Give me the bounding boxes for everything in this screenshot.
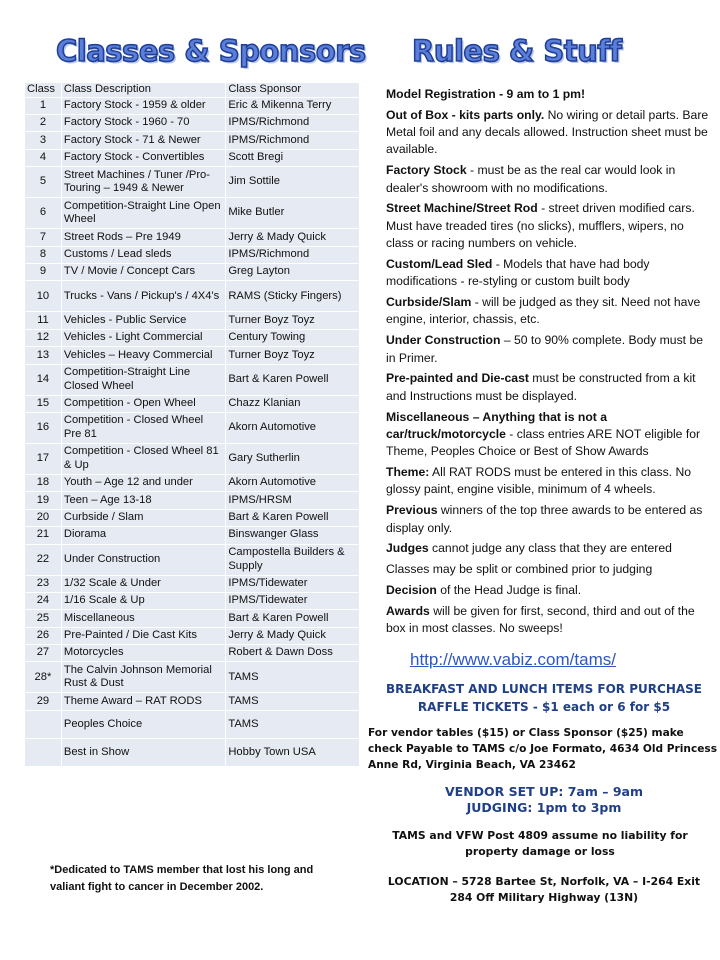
class-sponsor: Turner Boyz Toyz — [226, 347, 360, 364]
class-sponsor: TAMS — [226, 710, 360, 738]
table-row — [25, 329, 360, 346]
class-sponsor: Greg Layton — [226, 264, 360, 281]
class-number: 4 — [25, 149, 62, 166]
class-description: Under Construction — [61, 544, 225, 575]
class-description: Youth – Age 12 and under — [61, 474, 225, 491]
class-description: Competition - Closed Wheel 81 & Up — [61, 443, 225, 474]
rules-stuff-heading: Rules & Stuff — [412, 34, 622, 68]
class-description: Curbside / Slam — [61, 509, 225, 526]
table-row — [25, 229, 360, 246]
rule-title: Under Construction — [386, 333, 501, 348]
class-description: Factory Stock - 1959 & older — [61, 97, 225, 114]
class-sponsor: Eric & Mikenna Terry — [226, 97, 360, 114]
class-number: 12 — [25, 329, 62, 346]
rule-text: - must be as the real car would look in dealer's showroom with no modifications. — [386, 163, 676, 195]
rule-item — [386, 603, 712, 638]
table-row — [25, 149, 360, 166]
class-sponsor: IPMS/Richmond — [226, 115, 360, 132]
table-row — [25, 443, 360, 474]
table-row — [25, 610, 360, 627]
class-sponsor: Bart & Karen Powell — [226, 364, 360, 395]
table-row — [25, 167, 360, 198]
class-sponsor: IPMS/HRSM — [226, 492, 360, 509]
class-sponsor: Century Towing — [226, 329, 360, 346]
class-number: 11 — [25, 312, 62, 329]
table-row — [25, 509, 360, 526]
table-row — [25, 592, 360, 609]
class-sponsor: Robert & Dawn Doss — [226, 645, 360, 662]
class-description: Motorcycles — [61, 645, 225, 662]
class-number: 24 — [25, 592, 62, 609]
table-row — [25, 627, 360, 644]
breakfast-lunch-notice: BREAKFAST AND LUNCH ITEMS FOR PURCHASE — [386, 682, 702, 696]
location-info: LOCATION – 5728 Bartee St, Norfolk, VA – I-264 Exit 284 Off Military Highway (13N) — [387, 875, 701, 905]
raffle-tickets-notice: RAFFLE TICKETS - $1 each or 6 for $5 — [417, 700, 671, 714]
classes-table — [24, 82, 360, 767]
table-row — [25, 246, 360, 263]
class-number: 28* — [25, 662, 62, 693]
class-number: 8 — [25, 246, 62, 263]
rule-title: Decision — [386, 583, 437, 598]
table-row — [25, 281, 360, 312]
rule-text: of the Head Judge is final. — [436, 583, 582, 598]
class-number: 20 — [25, 509, 62, 526]
class-sponsor: Bart & Karen Powell — [226, 509, 360, 526]
rule-title: Awards — [386, 603, 430, 618]
class-description: Peoples Choice — [61, 710, 225, 738]
class-sponsor: Campostella Builders & Supply — [226, 544, 360, 575]
table-row — [25, 97, 360, 114]
class-description: Factory Stock - 71 & Newer — [61, 132, 225, 149]
class-number: 27 — [25, 645, 62, 662]
class-description: Teen – Age 13-18 — [61, 492, 225, 509]
rule-item — [386, 107, 712, 159]
class-number: 7 — [25, 229, 62, 246]
class-sponsor: Gary Sutherlin — [226, 443, 360, 474]
rule-text: must be constructed from a kit and Instructions must be displayed. — [386, 371, 696, 403]
class-number: 15 — [25, 395, 62, 412]
rule-text: winners of the top three awards to be entered as display only. — [386, 503, 703, 535]
rule-title: Theme: — [386, 465, 430, 480]
table-row — [25, 264, 360, 281]
class-number: 18 — [25, 474, 62, 491]
rule-item — [386, 256, 712, 291]
rule-item — [386, 86, 712, 103]
rule-text: will be given for first, second, third and out of the box in most classes. No sweeps! — [386, 603, 695, 636]
rule-text: cannot judge any class that they are entered — [428, 541, 672, 556]
table-row — [25, 364, 360, 395]
class-description: Competition-Straight Line Closed Wheel — [61, 364, 225, 395]
rule-title: Model Registration - 9 am to 1 pm! — [386, 87, 586, 101]
class-sponsor: TAMS — [226, 693, 360, 710]
class-number: 19 — [25, 492, 62, 509]
class-description: TV / Movie / Concept Cars — [61, 264, 225, 281]
rule-item — [386, 582, 712, 599]
rule-item — [386, 561, 712, 578]
class-description: Diorama — [61, 527, 225, 544]
class-sponsor: Jim Sottile — [226, 167, 360, 198]
rule-title: Factory Stock — [386, 163, 467, 178]
rule-text: No wiring or detail parts. Bare Metal foil and any decals allowed. Instruction sheet must be available. — [386, 107, 709, 157]
judging-time: JUDGING: 1pm to 3pm — [466, 800, 622, 815]
class-sponsor: Jerry & Mady Quick — [226, 627, 360, 644]
rule-title: Pre-painted and Die-cast — [386, 371, 529, 386]
classes-sponsors-heading: Classes & Sponsors — [56, 34, 366, 68]
rule-text: - class entries ARE NOT eligible for Theme, Peoples Choice or Best of Show Awards — [386, 426, 701, 459]
rule-item — [386, 502, 712, 537]
class-sponsor: Akorn Automotive — [226, 474, 360, 491]
class-description: Vehicles - Light Commercial — [61, 329, 225, 346]
rule-title: Judges — [386, 541, 429, 556]
rule-text: - Models that have had body modifications - re-styling or custom built body — [386, 256, 650, 289]
dedication-footnote: *Dedicated to TAMS member that lost his long and valiant fight to cancer in December 2002. — [50, 864, 314, 893]
rule-item — [386, 162, 712, 197]
class-number: 23 — [25, 575, 62, 592]
vendor-setup-time: VENDOR SET UP: 7am – 9am — [444, 784, 643, 799]
rule-item — [386, 464, 712, 499]
tams-website-link[interactable]: http://www.vabiz.com/tams/ — [410, 650, 616, 669]
rule-title: Out of Box - kits parts only. — [386, 107, 545, 122]
class-sponsor: Bart & Karen Powell — [226, 610, 360, 627]
class-number: 2 — [25, 115, 62, 132]
table-row — [25, 115, 360, 132]
class-number: 6 — [25, 198, 62, 229]
table-row — [25, 527, 360, 544]
class-description: Factory Stock - Convertibles — [61, 149, 225, 166]
rule-item — [386, 370, 712, 405]
table-row — [25, 575, 360, 592]
table-row — [25, 645, 360, 662]
class-number: 16 — [25, 412, 62, 443]
header-class-sponsor: Class Sponsor — [226, 83, 360, 98]
rules-list — [386, 86, 712, 641]
class-sponsor: IPMS/Tidewater — [226, 592, 360, 609]
class-number: 10 — [25, 281, 62, 312]
table-row — [25, 693, 360, 710]
class-sponsor: Chazz Klanian — [226, 395, 360, 412]
class-description: Vehicles - Public Service — [61, 312, 225, 329]
header-class: Class — [25, 83, 62, 98]
rule-text: – 50 to 90% complete. Body must be in Primer. — [386, 333, 704, 365]
class-number: 25 — [25, 610, 62, 627]
class-number: 13 — [25, 347, 62, 364]
class-description: 1/32 Scale & Under — [61, 575, 225, 592]
class-description: 1/16 Scale & Up — [61, 592, 225, 609]
header-class-description: Class Description — [61, 83, 225, 98]
class-sponsor: RAMS (Sticky Fingers) — [226, 281, 360, 312]
rule-item — [386, 332, 712, 367]
table-row — [25, 412, 360, 443]
rule-title: Previous — [386, 503, 438, 518]
table-row — [25, 492, 360, 509]
class-number: 5 — [25, 167, 62, 198]
class-description: Factory Stock - 1960 - 70 — [61, 115, 225, 132]
class-sponsor: Mike Butler — [226, 198, 360, 229]
class-number: 22 — [25, 544, 62, 575]
class-number: 3 — [25, 132, 62, 149]
class-description: Theme Award – RAT RODS — [61, 693, 225, 710]
class-sponsor: IPMS/Richmond — [226, 246, 360, 263]
table-row — [25, 738, 360, 766]
class-number — [25, 710, 62, 738]
class-description: Customs / Lead sleds — [61, 246, 225, 263]
table-row — [25, 662, 360, 693]
rule-text: All RAT RODS must be entered in this class. No glossy paint, engine visible, minimum of 4 wheels. — [386, 465, 692, 497]
class-sponsor: Scott Bregi — [226, 149, 360, 166]
class-description: Pre-Painted / Die Cast Kits — [61, 627, 225, 644]
class-number: 14 — [25, 364, 62, 395]
class-sponsor: Hobby Town USA — [226, 738, 360, 766]
table-row — [25, 395, 360, 412]
class-sponsor: IPMS/Tidewater — [226, 575, 360, 592]
table-row — [25, 710, 360, 738]
rule-title: Curbside/Slam — [386, 295, 472, 310]
rule-item — [386, 540, 712, 557]
rule-text: - will be judged as they sit. Need not have engine, interior, chassis, etc. — [386, 295, 701, 327]
table-row — [25, 544, 360, 575]
class-description: Miscellaneous — [61, 610, 225, 627]
class-sponsor: TAMS — [226, 662, 360, 693]
class-number: 9 — [25, 264, 62, 281]
class-number — [25, 738, 62, 766]
class-number: 17 — [25, 443, 62, 474]
table-header-row — [25, 83, 360, 98]
class-description: Vehicles – Heavy Commercial — [61, 347, 225, 364]
rule-item — [386, 294, 712, 329]
class-description: Street Rods – Pre 1949 — [61, 229, 225, 246]
class-sponsor: Turner Boyz Toyz — [226, 312, 360, 329]
rule-title: Street Machine/Street Rod — [386, 201, 538, 216]
class-number: 21 — [25, 527, 62, 544]
class-number: 29 — [25, 693, 62, 710]
rule-item — [386, 200, 712, 252]
rule-text: - street driven modified cars. Must have treaded tires (no slicks), mufflers, wipers, no class or racing numbers on vehicle. — [386, 201, 695, 251]
class-number: 1 — [25, 97, 62, 114]
rule-text: Classes may be split or combined prior to judging — [386, 562, 653, 577]
class-description: The Calvin Johnson Memorial Rust & Dust — [61, 662, 225, 693]
class-description: Trucks - Vans / Pickup's / 4X4's — [61, 281, 225, 312]
class-sponsor: Binswanger Glass — [226, 527, 360, 544]
liability-notice: TAMS and VFW Post 4809 assume no liability for property damage or loss — [392, 829, 688, 859]
class-description: Street Machines / Tuner /Pro-Touring – 1949 & Newer — [61, 167, 225, 198]
class-number: 26 — [25, 627, 62, 644]
class-sponsor: Akorn Automotive — [226, 412, 360, 443]
rule-item — [386, 409, 712, 461]
table-row — [25, 198, 360, 229]
class-description: Best in Show — [61, 738, 225, 766]
table-row — [25, 312, 360, 329]
table-row — [25, 132, 360, 149]
class-description: Competition-Straight Line Open Wheel — [61, 198, 225, 229]
class-description: Competition - Open Wheel — [61, 395, 225, 412]
table-row — [25, 474, 360, 491]
class-description: Competition - Closed Wheel Pre 81 — [61, 412, 225, 443]
rule-title: Custom/Lead Sled — [386, 256, 493, 271]
class-sponsor: Jerry & Mady Quick — [226, 229, 360, 246]
table-row — [25, 347, 360, 364]
rule-title: Miscellaneous – Anything that is not a car/truck/motorcycle — [386, 409, 607, 441]
vendor-info: For vendor tables ($15) or Class Sponsor ($25) make check Payable to TAMS c/o Joe Formato, 4634 Old Princess Anne Rd, Virginia Beach, VA 23462 — [368, 727, 718, 771]
class-sponsor: IPMS/Richmond — [226, 132, 360, 149]
